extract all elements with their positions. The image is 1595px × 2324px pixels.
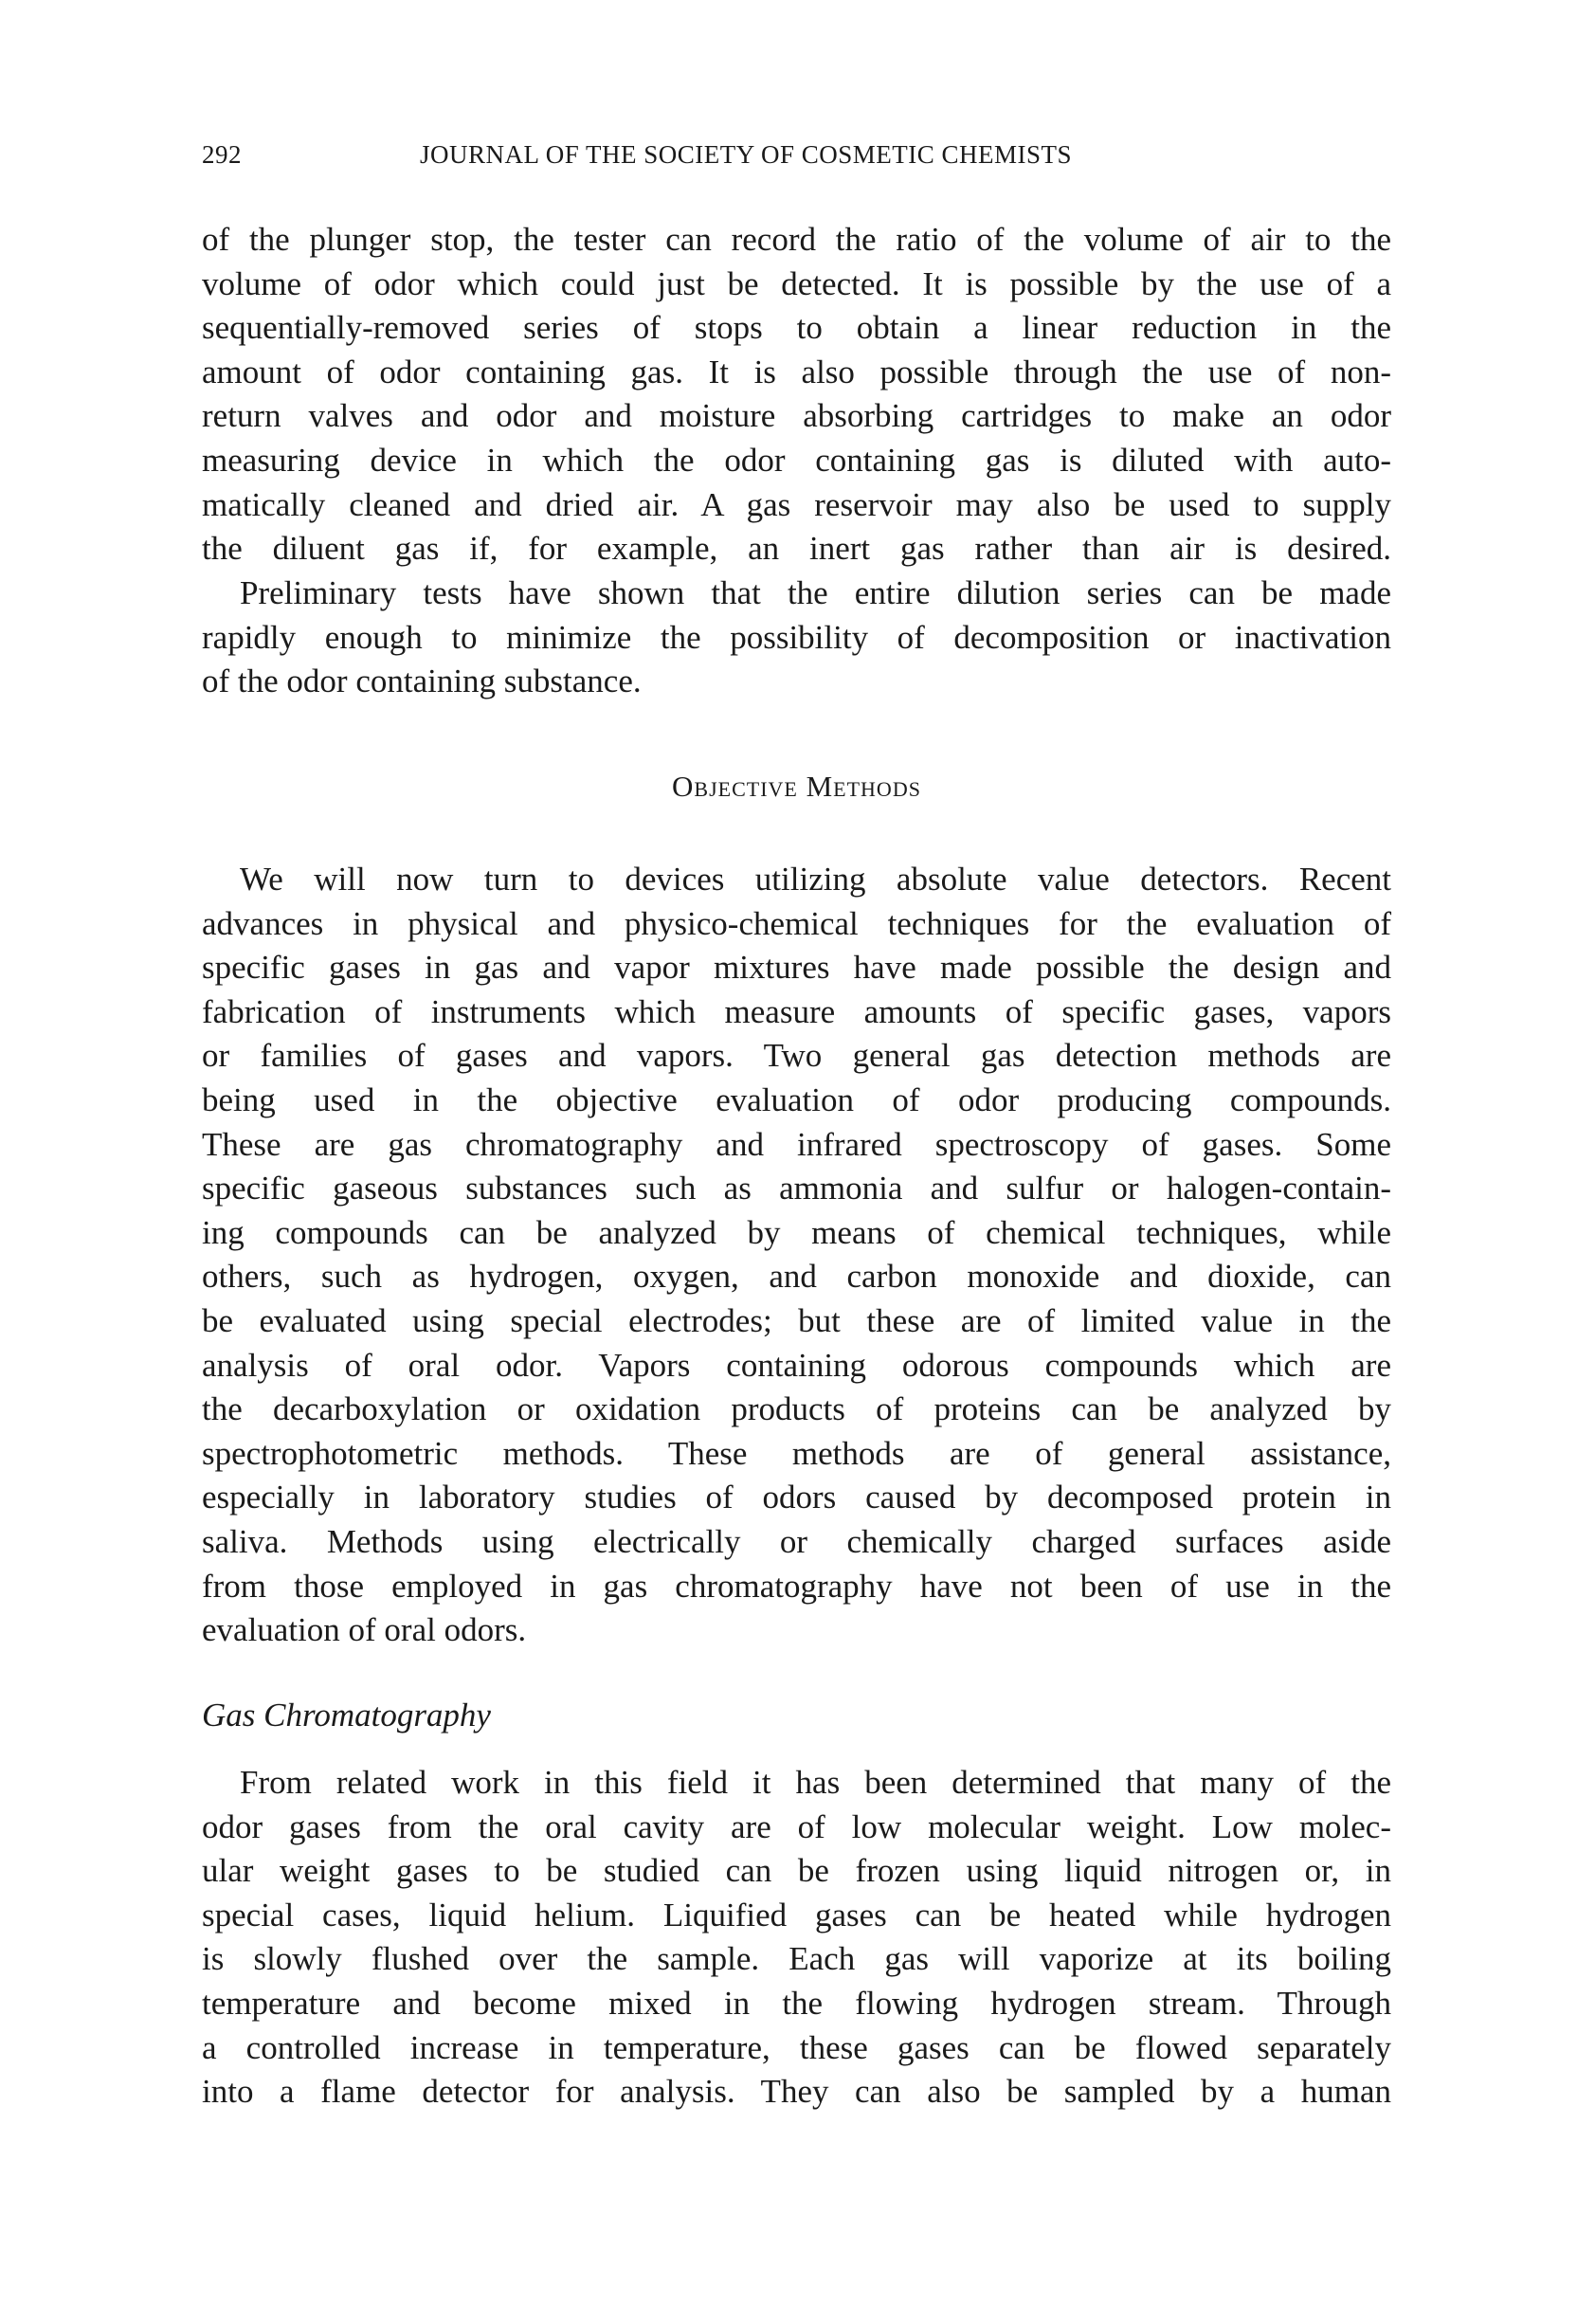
text-line: into a flame detector for analysis. They can also be sampled by a human — [202, 2073, 1391, 2111]
text-line: volume of odor which could just be detected. It is possible by the use of a — [202, 264, 1391, 302]
text-line: ular weight gases to be studied can be frozen using liquid nitrogen or, in — [202, 1852, 1391, 1890]
text-line: From related work in this field it has been determined that many of the — [240, 1764, 1391, 1801]
section-heading: Objective Methods — [672, 770, 921, 803]
text-line: odor gases from the oral cavity are of low molecular weight. Low molec- — [202, 1807, 1391, 1845]
text-line: special cases, liquid helium. Liquified gases can be heated while hydrogen — [202, 1896, 1391, 1934]
text-line: the diluent gas if, for example, an inert gas rather than air is desired. — [202, 530, 1391, 568]
text-line: being used in the objective evaluation of odor producing compounds. — [202, 1080, 1391, 1118]
text-line: saliva. Methods using electrically or chemically charged surfaces aside — [202, 1522, 1391, 1560]
paragraph-2 — [202, 572, 1391, 704]
text-line: amount of odor containing gas. It is also possible through the use of non- — [202, 353, 1391, 390]
text-line: temperature and become mixed in the flowing hydrogen stream. Through — [202, 1984, 1391, 2022]
text-line: ing compounds can be analyzed by means of chemical techniques, while — [202, 1213, 1391, 1251]
text-line: is slowly flushed over the sample. Each gas will vaporize at its boiling — [202, 1940, 1391, 1978]
text-line: These are gas chromatography and infrared spectroscopy of gases. Some — [202, 1125, 1391, 1163]
text-line: specific gaseous substances such as ammonia and sulfur or halogen-contain- — [202, 1170, 1391, 1207]
paragraph-3 — [202, 858, 1391, 1653]
text-line: evaluation of oral odors. — [202, 1611, 527, 1649]
text-line: of the plunger stop, the tester can record the ratio of the volume of air to the — [202, 221, 1391, 258]
journal-title: JOURNAL OF THE SOCIETY OF COSMETIC CHEMISTS — [420, 140, 1073, 169]
text-line: of the odor containing substance. — [202, 663, 642, 700]
text-line: the decarboxylation or oxidation products of proteins can be analyzed by — [202, 1390, 1391, 1428]
text-line: be evaluated using special electrodes; but these are of limited value in the — [202, 1301, 1391, 1339]
text-line: rapidly enough to minimize the possibility of decomposition or inactivation — [202, 618, 1391, 656]
text-line: sequentially-removed series of stops to obtain a linear reduction in the — [202, 309, 1391, 347]
subsection-heading: Gas Chromatography — [202, 1697, 491, 1734]
text-line: advances in physical and physico-chemical techniques for the evaluation of — [202, 904, 1391, 942]
text-line: analysis of oral odor. Vapors containing odorous compounds which are — [202, 1346, 1391, 1384]
text-line: matically cleaned and dried air. A gas reservoir may also be used to supply — [202, 485, 1391, 523]
text-line: Preliminary tests have shown that the entire dilution series can be made — [240, 574, 1391, 611]
text-line: others, such as hydrogen, oxygen, and carbon monoxide and dioxide, can — [202, 1258, 1391, 1296]
text-line: fabrication of instruments which measure amounts of specific gases, vapors — [202, 992, 1391, 1030]
text-line: return valves and odor and moisture absorbing cartridges to make an odor — [202, 397, 1391, 435]
text-line: spectrophotometric methods. These methods are of general assistance, — [202, 1434, 1391, 1472]
text-line: measuring device in which the odor containing gas is diluted with auto- — [202, 441, 1391, 479]
text-line: specific gases in gas and vapor mixtures have made possible the design and — [202, 949, 1391, 987]
text-line: or families of gases and vapors. Two general gas detection methods are — [202, 1037, 1391, 1075]
text-line: We will now turn to devices utilizing absolute value detectors. Recent — [240, 861, 1391, 898]
page-number: 292 — [202, 140, 242, 169]
paragraph-1 — [202, 218, 1391, 572]
paragraph-4 — [202, 1761, 1391, 2115]
text-line: especially in laboratory studies of odors caused by decomposed protein in — [202, 1479, 1391, 1516]
text-line: a controlled increase in temperature, these gases can be flowed separately — [202, 2028, 1391, 2066]
text-line: from those employed in gas chromatography have not been of use in the — [202, 1567, 1391, 1605]
